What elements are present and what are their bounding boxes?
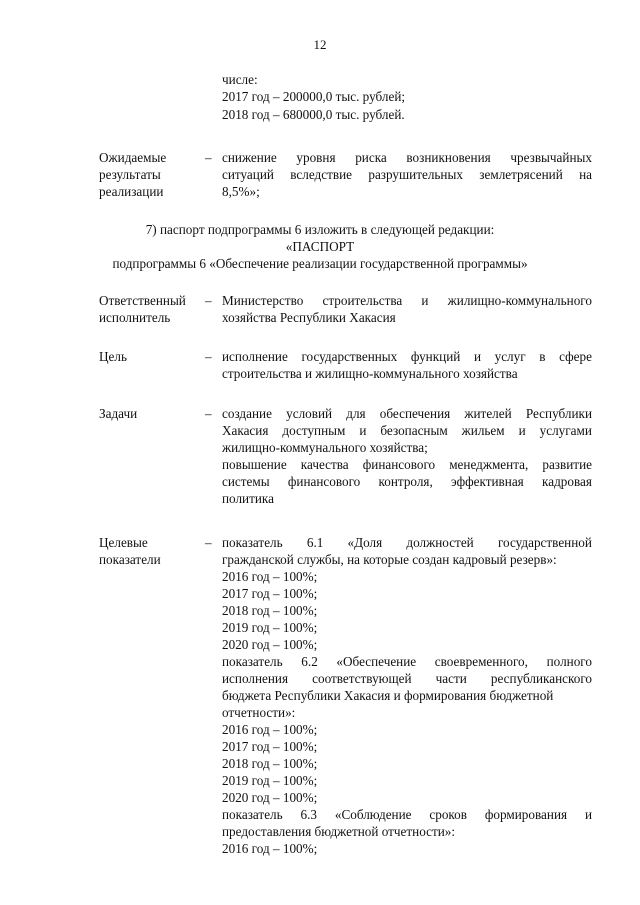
word: развитие <box>542 457 592 472</box>
responsible-dash: – <box>205 293 212 308</box>
intro-line: 2017 год – 200000,0 тыс. рублей; <box>222 89 406 104</box>
year-value: 2018 год – 100%; <box>222 603 318 618</box>
word: полного <box>546 654 592 669</box>
word: показатель <box>222 807 283 822</box>
word: финансового <box>362 457 436 472</box>
word: своевременного, <box>434 654 528 669</box>
word: снижение <box>222 150 277 165</box>
word: функций <box>410 349 461 364</box>
word: исполнения <box>222 671 289 686</box>
year-value: 2016 год – 100%; <box>222 722 318 737</box>
word: финансового <box>287 474 361 489</box>
year-value: 2019 год – 100%; <box>222 620 318 635</box>
word: «Доля <box>347 535 383 550</box>
word: сроков <box>429 807 467 822</box>
word: обеспечения <box>379 406 451 421</box>
word: вследствие <box>290 167 353 182</box>
targets-label: Целевые <box>99 535 148 550</box>
word: эффективная <box>451 474 524 489</box>
word: 6.1 <box>306 535 324 550</box>
indicator-line: бюджета Республики Хакасия и формирования бюджетной <box>222 688 554 703</box>
intro-line: 2018 год – 680000,0 тыс. рублей. <box>222 107 405 122</box>
goal-line <box>222 348 592 365</box>
word: сфере <box>559 349 592 364</box>
tasks-line <box>222 473 592 490</box>
word: соответствующей <box>312 671 412 686</box>
expected-line: 8,5%»; <box>222 184 260 199</box>
word: государственной <box>497 535 592 550</box>
word: показатель <box>222 535 283 550</box>
word: 6.2 <box>301 654 318 669</box>
tasks-line <box>222 405 592 422</box>
year-value: 2018 год – 100%; <box>222 756 318 771</box>
expected-line <box>222 149 592 166</box>
tasks-label: Задачи <box>99 406 138 421</box>
word: формирования <box>484 807 568 822</box>
indicator-line: предоставления бюджетной отчетности»: <box>222 824 456 839</box>
word: системы <box>222 474 270 489</box>
word: менеджмента, <box>449 457 529 472</box>
word: жителей <box>464 406 512 421</box>
word: в <box>539 349 546 364</box>
word: должностей <box>406 535 474 550</box>
word: Хакасия <box>222 423 269 438</box>
year-value: 2017 год – 100%; <box>222 739 318 754</box>
goal-dash: – <box>205 349 212 364</box>
responsible-line: хозяйства Республики Хакасия <box>222 310 396 325</box>
word: Республики <box>525 406 592 421</box>
word: разрушительных <box>368 167 463 182</box>
passport-title: «ПАСПОРТ <box>285 239 355 254</box>
word: и <box>473 349 481 364</box>
word: уровня <box>296 150 336 165</box>
year-value: 2020 год – 100%; <box>222 637 318 652</box>
responsible-label: исполнитель <box>99 310 171 325</box>
targets-dash: – <box>205 535 212 550</box>
indicator-line: отчетности»: <box>222 705 296 720</box>
word: республиканского <box>490 671 592 686</box>
expected-line <box>222 166 592 183</box>
word: части <box>435 671 467 686</box>
word: исполнение <box>222 349 288 364</box>
indicator-line <box>222 806 592 823</box>
word: риска <box>355 150 387 165</box>
word: и <box>518 423 526 438</box>
goal-line: строительства и жилищно-коммунального хозяйства <box>222 366 518 381</box>
word: создание <box>222 406 272 421</box>
word: показатель <box>222 654 283 669</box>
word: повышение <box>222 457 287 472</box>
word: условий <box>286 406 333 421</box>
word: контроля, <box>378 474 433 489</box>
word: услуг <box>494 349 526 364</box>
indicator-line <box>222 653 592 670</box>
indicator-line: гражданской службы, на которые создан кадровый резерв»: <box>222 552 557 567</box>
word: государственных <box>301 349 398 364</box>
intro-line: числе: <box>222 72 258 87</box>
word: для <box>346 406 366 421</box>
word: строительства <box>322 293 403 308</box>
word: жильем <box>461 423 505 438</box>
word: Министерство <box>222 293 304 308</box>
word: возникновения <box>406 150 491 165</box>
goal-label: Цель <box>99 349 127 364</box>
year-value: 2020 год – 100%; <box>222 790 318 805</box>
word: услугами <box>539 423 592 438</box>
word: и <box>421 293 429 308</box>
amendment-heading: 7) паспорт подпрограммы 6 изложить в следующей редакции: <box>145 222 495 237</box>
expected-dash: – <box>205 150 212 165</box>
tasks-line <box>222 456 592 473</box>
word: чрезвычайных <box>510 150 592 165</box>
word: безопасным <box>380 423 448 438</box>
subprogram-title: подпрограммы 6 «Обеспечение реализации государственной программы» <box>112 256 528 271</box>
tasks-line: политика <box>222 491 274 506</box>
expected-label: реализации <box>99 184 164 199</box>
word: и <box>359 423 367 438</box>
tasks-dash: – <box>205 406 212 421</box>
word: землетрясений <box>479 167 563 182</box>
expected-label: Ожидаемые <box>99 150 167 165</box>
page-number: 12 <box>313 37 327 52</box>
responsible-label: Ответственный <box>99 293 186 308</box>
word: жилищно-коммунального <box>447 293 592 308</box>
word: и <box>584 807 592 822</box>
word: «Обеспечение <box>336 654 417 669</box>
tasks-line: жилищно-коммунального хозяйства; <box>222 440 428 455</box>
responsible-line <box>222 292 592 309</box>
indicator-line <box>222 670 592 687</box>
word: доступным <box>282 423 346 438</box>
year-value: 2016 год – 100%; <box>222 841 318 856</box>
word: 6.3 <box>300 807 317 822</box>
indicator-line <box>222 534 592 551</box>
tasks-line <box>222 422 592 439</box>
year-value: 2016 год – 100%; <box>222 569 318 584</box>
word: качества <box>300 457 349 472</box>
targets-label: показатели <box>99 552 161 567</box>
year-value: 2019 год – 100%; <box>222 773 318 788</box>
word: кадровая <box>542 474 592 489</box>
word: на <box>579 167 592 182</box>
word: ситуаций <box>222 167 274 182</box>
word: «Соблюдение <box>334 807 412 822</box>
year-value: 2017 год – 100%; <box>222 586 318 601</box>
expected-label: результаты <box>99 167 161 182</box>
